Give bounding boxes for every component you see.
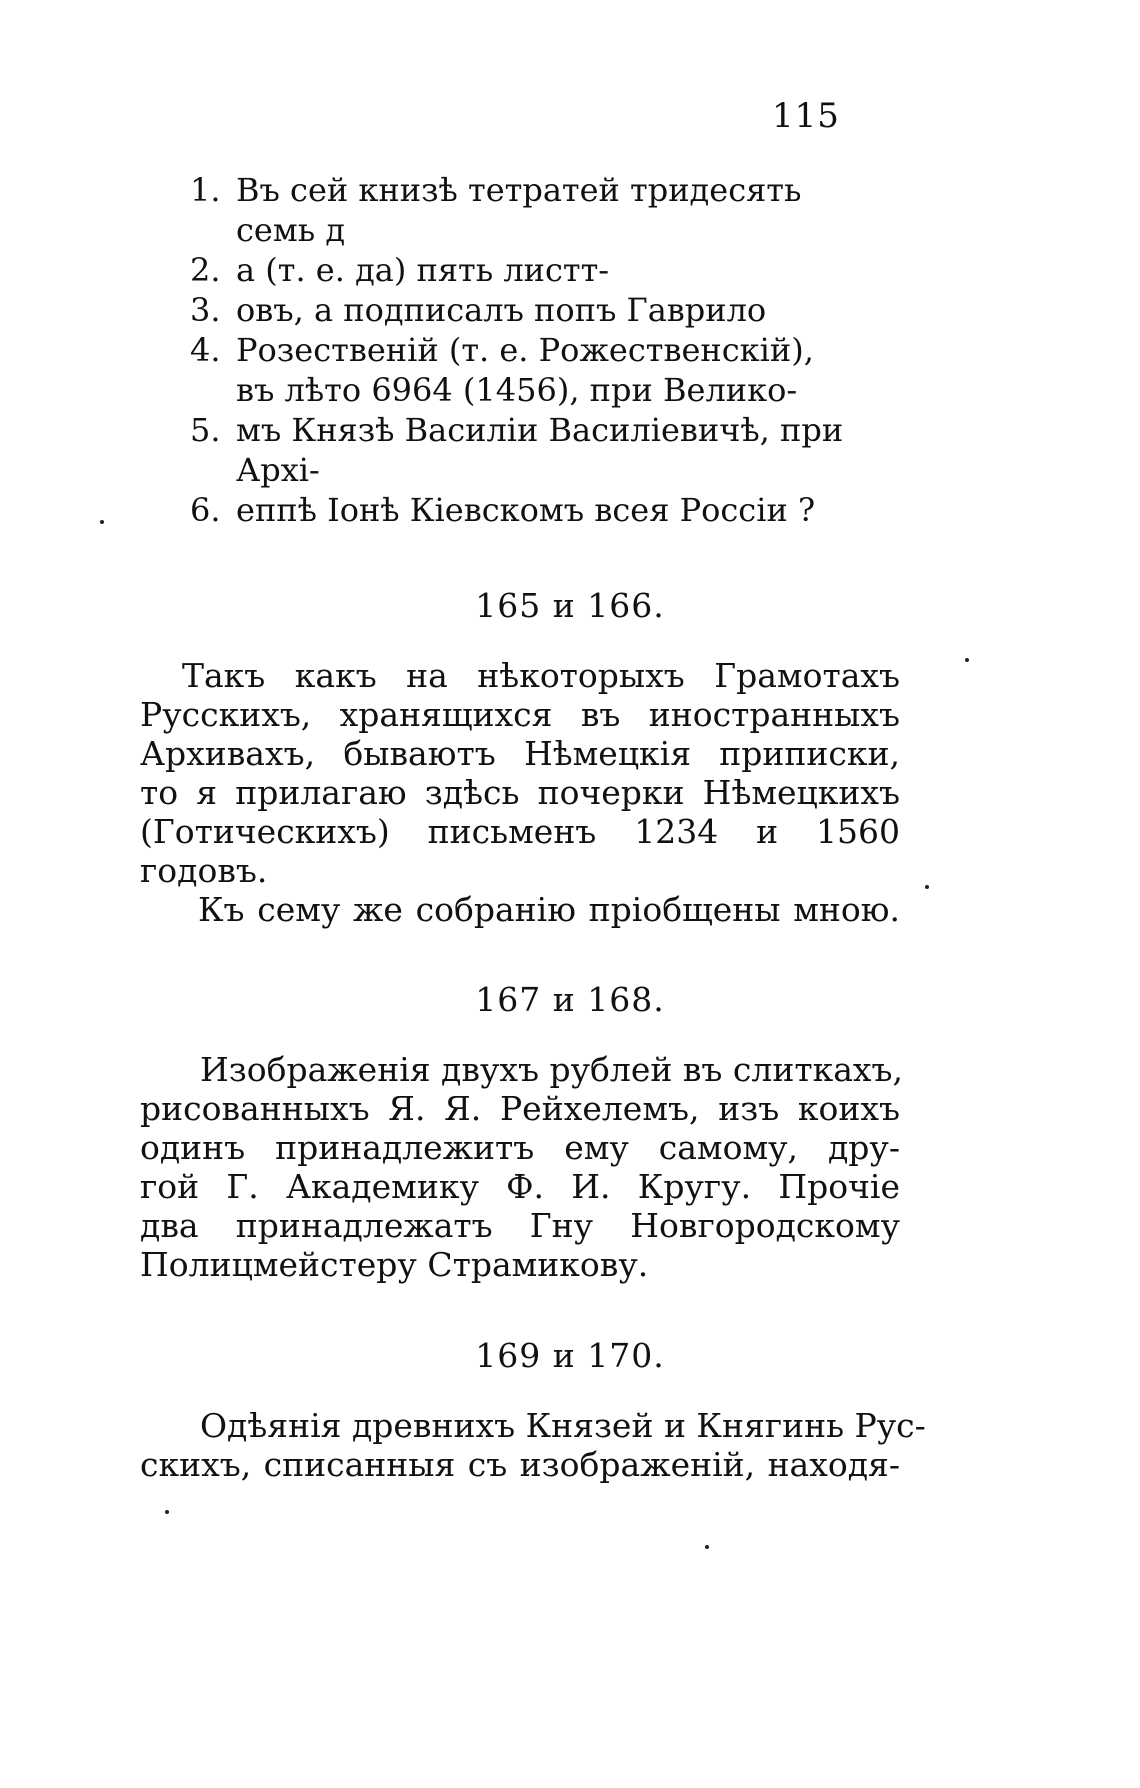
line-number: 2.	[190, 251, 221, 289]
line-text: Архі-	[236, 451, 320, 489]
inscription-line	[190, 170, 890, 210]
line-text: семь д	[236, 211, 346, 249]
inscription-line	[190, 450, 890, 490]
section-paragraph	[140, 1406, 926, 1484]
inscription-line	[190, 370, 890, 410]
paragraph-line: Архивахъ, бываютъ Нѣмецкія приписки,	[140, 734, 900, 773]
line-text: а (т. е. да) пять листт-	[236, 251, 610, 289]
line-number: 1.	[190, 171, 221, 209]
section-heading: 167 и 168.	[475, 980, 665, 1019]
paragraph-line: (Готическихъ) письменъ 1234 и 1560	[140, 812, 900, 851]
line-number: 5.	[190, 411, 221, 449]
paragraph-line: скихъ, списанныя съ изображеній, находя-	[140, 1445, 900, 1484]
inscription-line	[190, 210, 890, 250]
section-heading: 165 и 166.	[475, 586, 665, 625]
paragraph-line: то я прилагаю здѣсь почерки Нѣмецкихъ	[140, 773, 900, 812]
paragraph-line: гой Г. Академику Ф. И. Кругу. Прочіе	[140, 1167, 900, 1206]
scan-speck	[965, 658, 969, 662]
section-paragraph	[140, 1050, 904, 1284]
line-text: овъ, а подписалъ попъ Гаврило	[236, 291, 767, 329]
paragraph-line: Такъ какъ на нѣкоторыхъ Грамотахъ	[182, 656, 900, 695]
scan-speck	[100, 520, 104, 524]
line-number: 6.	[190, 491, 221, 529]
section-paragraph	[140, 656, 900, 929]
line-number: 4.	[190, 331, 221, 369]
inscription-line	[190, 330, 890, 370]
line-text: Въ сей книзѣ тетратей тридесять	[236, 171, 802, 209]
inscription-line	[190, 250, 890, 290]
inscription-line	[190, 290, 890, 330]
line-text: мъ Князѣ Василіи Василіевичѣ, при	[236, 411, 844, 449]
scan-speck	[925, 885, 929, 889]
paragraph-line: Изображенія двухъ рублей въ слиткахъ,	[200, 1050, 904, 1089]
scan-speck	[165, 1510, 169, 1514]
section-heading: 169 и 170.	[475, 1336, 665, 1375]
scan-speck	[705, 1545, 709, 1549]
inscription-line	[190, 490, 890, 530]
paragraph-line: Русскихъ, хранящихся въ иностранныхъ	[140, 695, 900, 734]
paragraph-line: два принадлежатъ Гну Новгородскому	[140, 1206, 900, 1245]
enumerated-inscription	[190, 170, 890, 530]
paragraph-line: рисованныхъ Я. Я. Рейхелемъ, изъ коихъ	[140, 1089, 900, 1128]
line-number: 3.	[190, 291, 221, 329]
page-number: 115	[772, 96, 840, 136]
paragraph-line: Къ сему же собранію пріобщены мною.	[198, 890, 900, 929]
line-text: въ лѣто 6964 (1456), при Велико-	[236, 371, 798, 409]
paragraph-line: Одѣянія древнихъ Князей и Княгинь Рус-	[200, 1406, 926, 1445]
paragraph-line: Полицмейстеру Страмикову.	[140, 1245, 649, 1284]
paragraph-line: одинъ принадлежитъ ему самому, дру-	[140, 1128, 900, 1167]
line-text: еппѣ Іонѣ Кіевскомъ всея Россіи ?	[236, 491, 816, 529]
paragraph-line: годовъ.	[140, 851, 268, 890]
inscription-line	[190, 410, 890, 450]
line-text: Розественій (т. е. Рожественскій),	[236, 331, 814, 369]
